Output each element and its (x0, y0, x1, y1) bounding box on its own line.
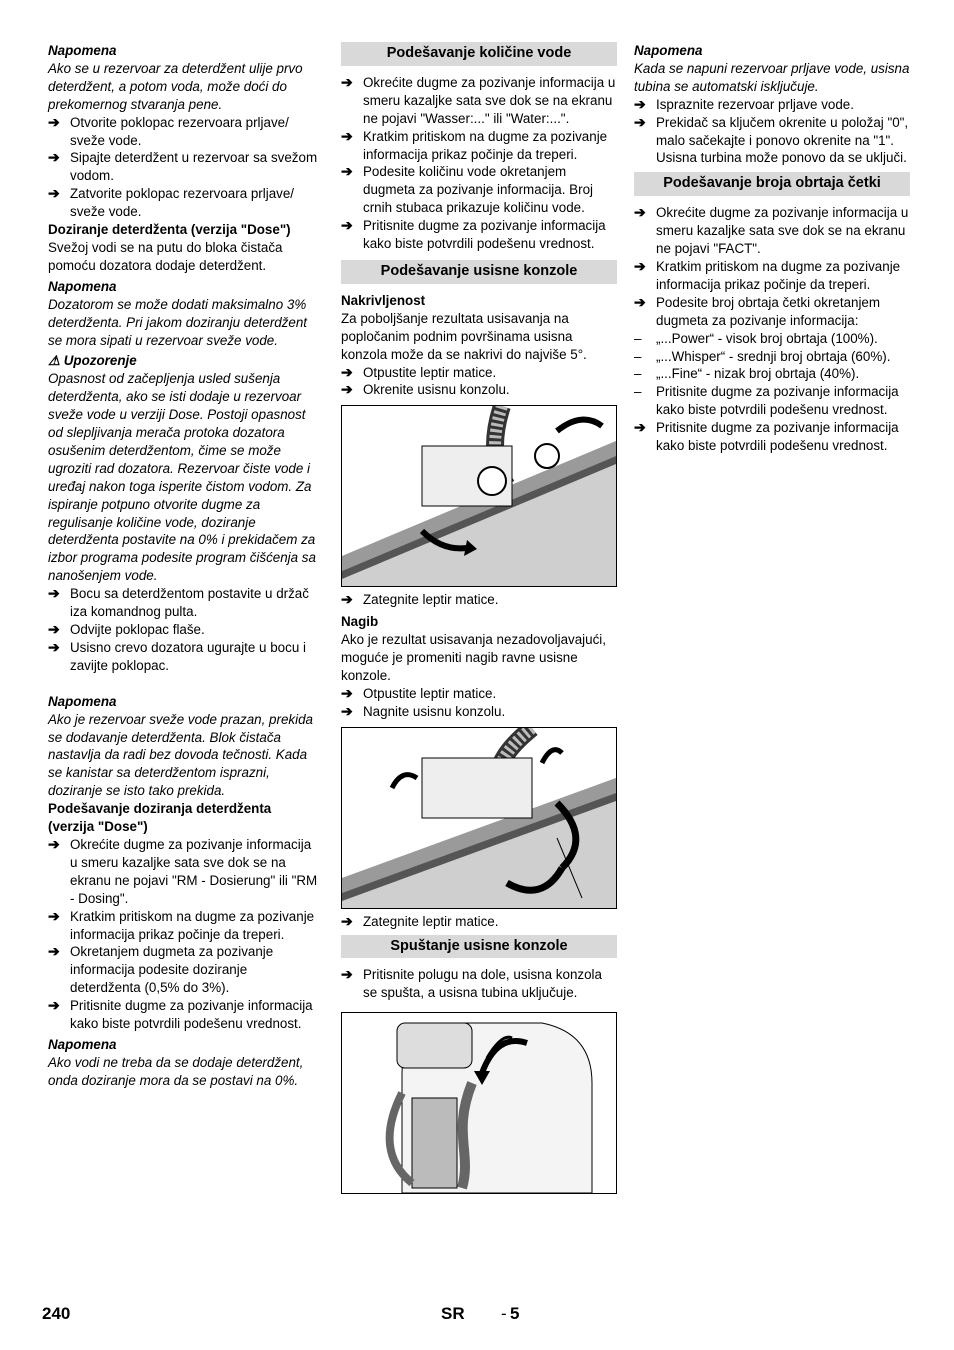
arrow-icon: ➔ (48, 621, 60, 637)
arrow-icon: ➔ (634, 204, 646, 221)
arrow-icon: ➔ (634, 419, 646, 436)
list-item: ➔ Pritisnite dugme za pozivanje informacija kako biste potvrdili podešenu vrednost. (634, 419, 899, 454)
step-list (341, 74, 617, 253)
list-item: – „...Fine“ - nizak broj obrtaja (40%). (634, 366, 860, 382)
list-item: ➔ Okrećite dugme za pozivanje informacija u smeru kazaljke sata sve dok se na ekranu ne pojavi "Wasser:..." ili "Water:...". (341, 73, 616, 126)
arrow-icon: ➔ (48, 113, 60, 130)
note-title: Napomena (48, 43, 117, 58)
dash-icon: – (634, 330, 642, 346)
warning-icon: ⚠ (48, 353, 61, 369)
arrow-icon: ➔ (341, 381, 353, 398)
subsection-title: Nakrivljenost (341, 292, 426, 308)
page-number: 240 (42, 1304, 71, 1323)
arrow-icon: ➔ (341, 363, 353, 380)
list-item: ➔ Okretanjem dugmeta za pozivanje informacija podesite doziranje deterdženta (0,5% do 3%). (48, 943, 274, 996)
list-item: ➔ Podesite količinu vode okretanjem dugmeta za pozivanje informacija. Broj crnih stubaca prikazuje količinu vode. (341, 163, 593, 216)
separator: - (501, 1304, 507, 1323)
list-item: ➔ Prekidač sa ključem okrenite u položaj "0", malo sačekajte i ponovo okrenite na "1". (634, 113, 909, 148)
list-item: ➔ Pritisnite dugme za pozivanje informacija kako biste potvrdili podešenu vrednost. (341, 217, 606, 252)
arrow-icon: ➔ (341, 217, 353, 234)
list-item: ➔ Usisno crevo dozatora ugurajte u bocu i zavijte poklopac. (48, 638, 306, 673)
list-item: ➔ Pritisnite polugu na dole, usisna konzola se spušta, a usisna tubina uključuje. (341, 966, 602, 1001)
list-item: ➔ Kratkim pritiskom na dugme za pozivanje informacija prikaz počinje da treperi. (48, 907, 315, 942)
arrow-icon: ➔ (341, 163, 353, 180)
arrow-icon: ➔ (48, 585, 60, 602)
list-item: ➔ Okrećite dugme za pozivanje informacija u smeru kazaljke sata sve dok se na ekranu ne pojavi "FACT". (634, 204, 909, 257)
step-list (341, 685, 617, 721)
paragraph: Svežoj vodi se na putu do bloka čistača pomoću dozatora dodaje deterdžent. (48, 239, 283, 273)
section-number: 5 (510, 1304, 520, 1323)
step-list (634, 204, 910, 329)
note-text: Kada se napuni rezervoar prljave vode, usisna tubina se automatski isključuje. (634, 60, 910, 94)
list-item: – „...Power“ - visok broj obrtaja (100%). (634, 330, 878, 346)
section-title: Doziranje deterdženta (verzija "Dose") (48, 222, 291, 238)
arrow-icon: ➔ (341, 127, 353, 144)
warning-text: Opasnost od začepljenja usled sušenja deterdženta, ako se isti dodaje u rezervoar sveže vode u verziji Dose. Postoji opasnost od slepljivanja merača protoka dozatora osušenim deterdžentom, čime se može ugroziti rad dozatora. Rezervoar čiste vode i uređaj nakon toga isperite čistom vodom. Za ispiranje potpuno otvorite dugme za regulisanje količine vode, doziranje deterdženta postavite na 0% i prekidačem za izbor programa podesite program čišćenja sa nanošenjem vode. (48, 371, 316, 584)
dash-icon: – (634, 348, 642, 364)
arrow-icon: ➔ (341, 912, 353, 929)
list-item-continuation: Usisna turbina može ponovo da se uključi. (656, 150, 907, 166)
list-item: ➔ Ispraznite rezervoar prljave vode. (634, 95, 854, 112)
note-title: Napomena (48, 278, 117, 294)
step-list (48, 585, 320, 675)
step-list (341, 364, 617, 400)
section-heading: Spuštanje usisne konzole (341, 935, 617, 959)
arrow-icon: ➔ (341, 73, 353, 90)
arrow-icon: ➔ (48, 943, 60, 960)
arrow-icon: ➔ (48, 638, 60, 655)
list-item: ➔ Podesite broj obrtaja četki okretanjem dugmeta za pozivanje informacija: (634, 293, 881, 328)
list-item: ➔ Okrećite dugme za pozivanje informacija u smeru kazaljke sata sve dok se na ekranu ne pojavi "RM - Dosierung" ili "RM - Dosing". (48, 835, 318, 906)
list-item: ➔ Otpustite leptir matice. (341, 363, 497, 380)
subsection-title: Nagib (341, 614, 379, 630)
arrow-icon: ➔ (341, 966, 353, 983)
arrow-icon: ➔ (341, 684, 353, 701)
step-list (341, 966, 617, 1002)
list-item: ➔ Zategnite leptir matice. (341, 912, 499, 929)
arrow-icon: ➔ (634, 95, 646, 112)
arrow-icon: ➔ (341, 702, 353, 719)
note-text: Ako vodi ne treba da se dodaje deterdžent, onda doziranje mora da se postavi na 0%. (48, 1054, 304, 1088)
arrow-icon: ➔ (48, 149, 60, 166)
note-title: Napomena (48, 693, 117, 709)
column-middle (341, 42, 617, 1194)
list-item: ➔ Pritisnite dugme za pozivanje informacija kako biste potvrdili podešenu vrednost. (48, 997, 313, 1032)
list-item: ➔ Nagnite usisnu konzolu. (341, 702, 506, 719)
list-item: ➔ Otvorite poklopac rezervoara prljave/ sveže vode. (48, 113, 289, 148)
arrow-icon: ➔ (48, 185, 60, 202)
paragraph: Za poboljšanje rezultata usisavanja na popločanim podnim površinama usisna konzola može da se nakrivi do najviše 5°. (341, 310, 587, 362)
note-text: Ako je rezervoar sveže vode prazan, prekida se dodavanje deterdženta. Blok čistača nastavlja da radi bez dovoda tečnosti. Kada se kanistar sa deterdžentom isprazni, doziranje se isto tako prekida. (48, 711, 313, 799)
arrow-icon: ➔ (634, 293, 646, 310)
tilt-illustration (341, 405, 617, 587)
arrow-icon: ➔ (634, 113, 646, 130)
note-title: Napomena (634, 43, 703, 58)
dash-icon: – (634, 366, 642, 382)
step-list (48, 114, 320, 221)
note-text: Dozatorom se može dodati maksimalno 3% deterdženta. Pri jakom doziranju deterdžent se mora sipati u rezervoar sveže vode. (48, 296, 308, 348)
warning-title: ⚠ Upozorenje (48, 353, 137, 369)
section-heading: Podešavanje usisne konzole (341, 260, 617, 284)
section-heading: Podešavanje broja obrtaja četki (634, 172, 910, 196)
list-item: ➔ Zatvorite poklopac rezervoara prljave/ sveže vode. (48, 185, 295, 220)
incline-illustration (341, 727, 617, 909)
section-title: Podešavanje doziranja deterdženta (verzija "Dose") (48, 801, 272, 835)
step-list (634, 96, 910, 168)
step-list (48, 836, 320, 1033)
list-item: ➔ Bocu sa deterdžentom postavite u držač iza komandnog pulta. (48, 585, 309, 620)
arrow-icon: ➔ (48, 907, 60, 924)
list-item: ➔ Zategnite leptir matice. (341, 591, 499, 608)
list-item: ➔ Odvijte poklopac flaše. (48, 621, 205, 637)
step-list (634, 419, 910, 455)
arrow-icon: ➔ (48, 835, 60, 852)
arrow-icon: ➔ (634, 257, 646, 274)
paragraph: Ako je rezultat usisavanja nezadovoljavajući, moguće je promeniti nagib ravne usisne konzole. (341, 632, 606, 683)
column-right (634, 42, 910, 455)
list-item: ➔ Kratkim pritiskom na dugme za pozivanje informacija prikaz počinje da treperi. (341, 127, 608, 162)
note-text: Ako se u rezervoar za deterdžent ulije prvo deterdžent, a potom voda, može doći do prekomernog stvaranja pene. (48, 60, 303, 112)
list-item: ➔ Kratkim pritiskom na dugme za pozivanje informacija prikaz počinje da treperi. (634, 257, 901, 292)
list-item: – „...Whisper“ - srednji broj obrtaja (60%). (634, 348, 891, 364)
column-left (48, 42, 320, 1090)
arrow-icon: ➔ (341, 591, 353, 608)
dash-icon: – (634, 384, 642, 400)
list-item: ➔ Sipajte deterdžent u rezervoar sa svežom vodom. (48, 149, 318, 184)
language-code: SR (441, 1304, 465, 1323)
note-title: Napomena (48, 1036, 117, 1052)
lever-illustration (341, 1012, 617, 1194)
section-heading: Podešavanje količine vode (341, 42, 617, 66)
list-item: – Pritisnite dugme za pozivanje informacija kako biste potvrdili podešenu vrednost. (634, 384, 899, 418)
arrow-icon: ➔ (48, 997, 60, 1014)
list-item: ➔ Otpustite leptir matice. (341, 684, 497, 701)
list-item: ➔ Okrenite usisnu konzolu. (341, 381, 510, 398)
dash-list (634, 330, 910, 420)
